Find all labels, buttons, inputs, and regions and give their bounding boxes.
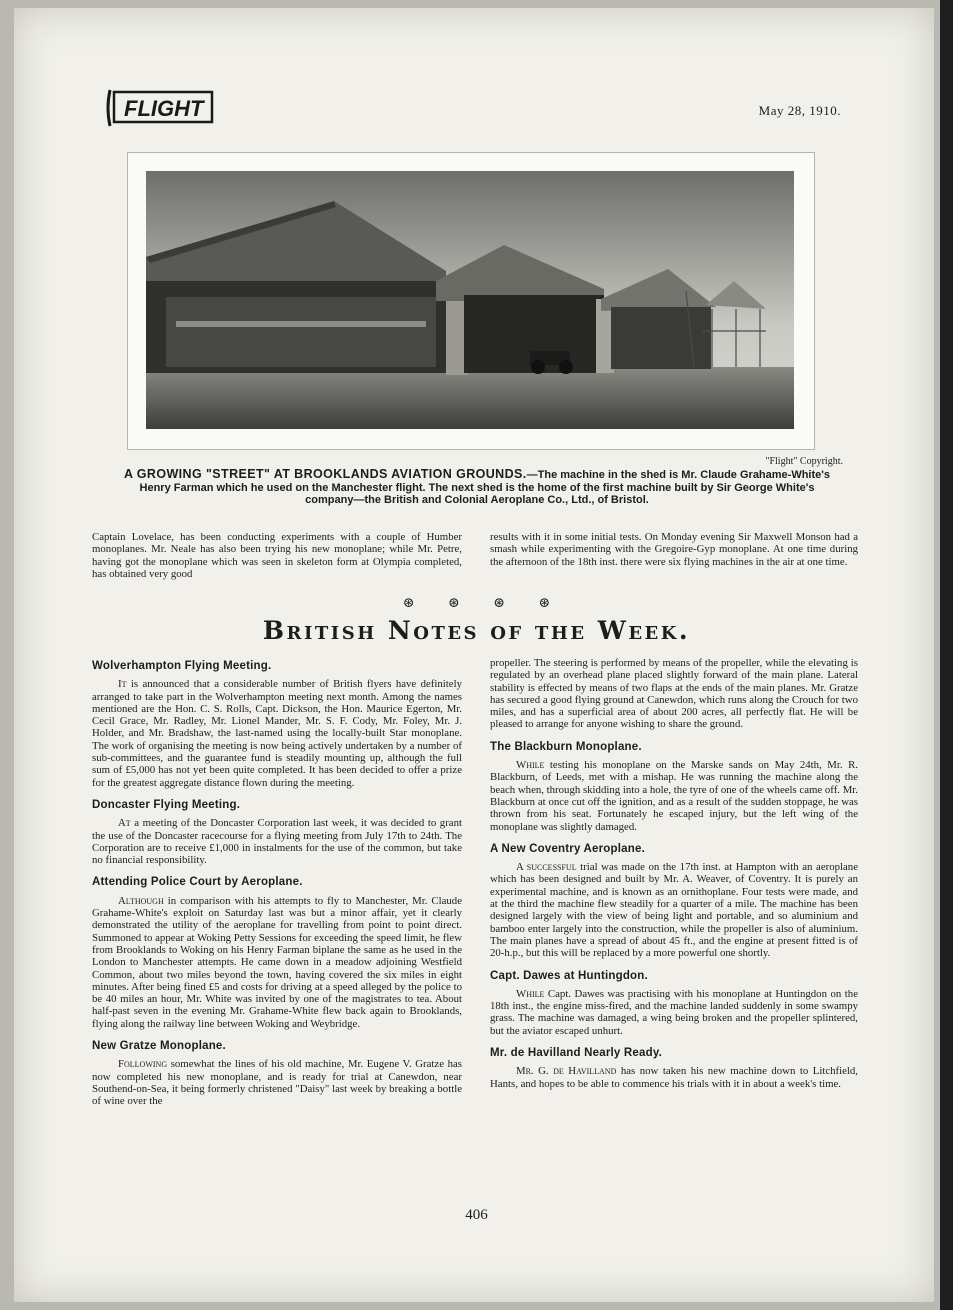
caption-text: —The machine in the shed is Mr. Claude Grahame-White's Henry Farman which he used on the Manchester flight. The next shed is the home of the first machine built by Sir George White's company—the British and Colonial Aeroplane Co., Ltd., of Bristol. xyxy=(139,469,831,506)
continued-right-text: results with it in some initial tests. On Monday evening Sir Maxwell Monson had a smash while experimenting with the Gregoire-Gyp monoplane. At one time during the afternoon of the 18th inst. there were six flying machines in the air at one time. xyxy=(490,531,858,568)
section-wolverhampton xyxy=(92,660,462,789)
continued-left-text: Captain Lovelace, has been conducting experiments with a couple of Humber monoplanes. Mr. Neale has also been trying his new monoplane; while Mr. Petre, having got the monoplane which was seen in skeleton form at Olympia completed, has obtained very good xyxy=(92,531,462,580)
continued-left xyxy=(92,531,462,580)
section-heading: Capt. Dawes at Huntingdon. xyxy=(490,969,648,982)
section-police-court xyxy=(92,876,462,1030)
section-blackburn xyxy=(490,741,858,833)
section-body: It is announced that a considerable number of British flyers have definitely arranged to take part in the Wolverhampton meeting next month. Among the names mentioned are the Hon. C. S. Rolls, Capt. Dickson, the Hon. Maurice Egerton, Mr. Cecil Grace, Mr. Radley, Mr. Lionel Mander, Mr. S. F. Cody, Mr. Foley, Mr. J. Holder, and Mr. Bradshaw, the last-named using the locally-built Star monoplane. The work of organising the meeting is now being actively undertaken by a number of sub-committees, and the guarantee fund is steadily mounting up, although the full sum of £5,000 has not yet been quite completed. It has been decided to offer a prize for the greatest aggregate distance flown during the meeting. xyxy=(92,678,462,789)
flight-logo xyxy=(104,86,216,130)
section-body: While Capt. Dawes was practising with his monoplane at Huntingdon on the 18th inst., the engine miss-fired, and the machine landed suddenly in some swampy grass. The machine was damaged, a wing being broken and the propeller splintered, but the aviator escaped unhurt. xyxy=(490,987,858,1037)
left-column xyxy=(92,650,462,1108)
section-body: Although in comparison with his attempts to fly to Manchester, Mr. Claude Grahame-White's exploit on Saturday last was but a minor affair, yet it clearly demonstrated the utility of the aeroplane for travelling from point to point direct. Summoned to appear at Woking Petty Sessions for exceeding the speed limit, he flew from Brooklands to Woking on his Henry Farman biplane the same as he used in the London to Manchester attempts. He came down in a meadow adjoining Westfield Common, about two miles beyond the town, having covered the six miles in eight minutes. After being fined £5 and costs for driving at a speed alleged by the police to be 40 miles an hour, Mr. White was invited by one of the magistrates to tea. About half-past seven in the evening Mr. Grahame-White flew back again to Brooklands, flying along the railway line between Woking and Weybridge. xyxy=(92,894,462,1030)
section-heading: Doncaster Flying Meeting. xyxy=(92,798,241,811)
hangar-photograph xyxy=(146,171,794,429)
section-heading: Mr. de Havilland Nearly Ready. xyxy=(490,1047,662,1060)
section-heading: A New Coventry Aeroplane. xyxy=(490,842,645,855)
svg-text:FLIGHT: FLIGHT xyxy=(124,96,204,121)
continued-right xyxy=(490,531,858,568)
section-gratze-continued xyxy=(490,657,858,731)
photo-copyright: "Flight" Copyright. xyxy=(765,456,843,467)
photo-frame xyxy=(127,152,815,450)
article-headline: British Notes of the Week. xyxy=(262,616,691,645)
ornament: ⊛ xyxy=(493,596,505,611)
photo-caption xyxy=(118,468,836,507)
section-body: While testing his monoplane on the Marske sands on May 24th, Mr. R. Blackburn, of Leeds, met with a mishap. He was running the machine along the beach when, through skidding into a hole, the tyre of one of the wheels came off. Mr. Blackburn at once cut off the ignition, and as a result of the sudden stoppage, he was thrown from his seat. Fortunately he escaped injury, but the left wing of the monoplane was slightly damaged. xyxy=(490,759,858,833)
section-coventry xyxy=(490,843,858,960)
section-heading: Wolverhampton Flying Meeting. xyxy=(92,660,272,672)
ornament-row xyxy=(0,595,953,612)
section-dawes xyxy=(490,970,858,1037)
section-heading: Attending Police Court by Aeroplane. xyxy=(92,876,303,889)
issue-date: May 28, 1910. xyxy=(758,103,841,118)
section-body: propeller. The steering is performed by means of the propeller, while the elevating is regulated by an overhead plane placed slightly forward of the main plane. Lateral stability is effected by means of two flaps at the ends of the main planes. Mr. Gratze has secured a good flying ground at Canewdon, which runs along the Crouch for two miles, and has a superficial area of about 200 acres, all perfectly flat. He will be pleased to arrange for anyone wishing to share the ground. xyxy=(490,657,858,731)
section-de-havilland xyxy=(490,1047,858,1090)
caption-lead: A GROWING "STREET" AT BROOKLANDS AVIATION GROUNDS. xyxy=(123,467,527,481)
section-body: A successful trial was made on the 17th inst. at Hampton with an aeroplane which has been designed and built by Mr. A. Weaver, of Coventry. It is purely an experimental machine, and is known as an ornithoplane. Four tests were made, and at the third the machine flew steadily for a quarter of a mile. The machine has been designed largely with the view of being light and portable, and so aluminium and bamboo enter largely into the construction, while the propeller is also of aluminium. The main planes have a spread of about 45 ft., and the engine at present fitted is of 20-h.p., but this will be replaced by a more powerful one shortly. xyxy=(490,861,859,960)
section-gratze xyxy=(92,1040,462,1107)
section-heading: The Blackburn Monoplane. xyxy=(490,740,642,753)
page-number: 406 xyxy=(465,1207,488,1223)
section-heading: New Gratze Monoplane. xyxy=(92,1040,226,1053)
right-column xyxy=(490,657,858,1090)
ornament: ⊛ xyxy=(538,596,551,611)
ornament: ⊛ xyxy=(402,596,415,611)
ornament: ⊛ xyxy=(448,596,460,611)
section-doncaster xyxy=(92,799,462,866)
section-body: At a meeting of the Doncaster Corporation last week, it was decided to grant the use of the Doncaster racecourse for a flying meeting from July 17th to 24th. The Corporation are to receive £1,000 in instalments for the use of the common, but take no financial responsibility. xyxy=(92,817,462,867)
section-body: Following somewhat the lines of his old machine, Mr. Eugene V. Gratze has now completed his new monoplane, and is ready for trial at Canewdon, near Southend-on-Sea, it being formerly christened "Daisy" last week by breaking a bottle of wine over the xyxy=(92,1058,462,1108)
scan-edge xyxy=(940,0,953,1310)
section-body: Mr. G. de Havilland has now taken his new machine down to Litchfield, Hants, and hopes to be able to commence his trials with it in about a week's time. xyxy=(490,1065,859,1090)
